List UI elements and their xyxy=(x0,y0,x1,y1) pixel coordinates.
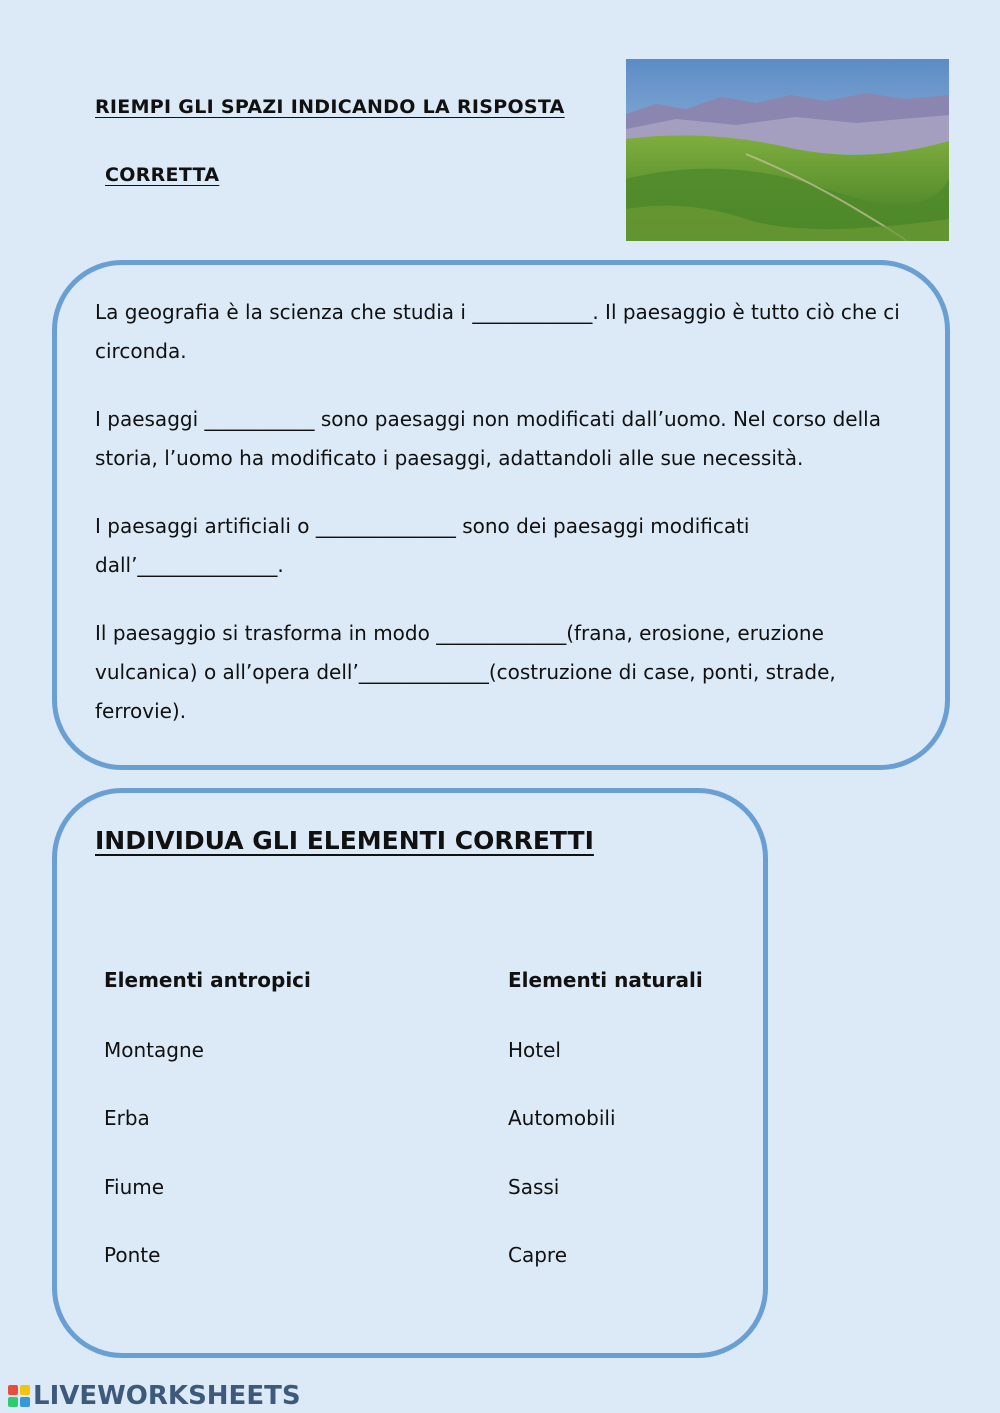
list-item[interactable]: Erba xyxy=(104,1106,150,1130)
column-header-naturali: Elementi naturali xyxy=(508,968,703,992)
column-header-antropici: Elementi antropici xyxy=(104,968,311,992)
worksheet-title-line-2: CORRETTA xyxy=(105,164,220,186)
fill-in-paragraph: Il paesaggio si trasforma in modo _____________(frana, erosione, eruzione vulcanica) o all’opera dell’_____________(costruzione di case, ponti, strade, ferrovie). xyxy=(95,621,836,723)
list-item[interactable]: Fiume xyxy=(104,1175,165,1199)
logo-blocks-icon xyxy=(8,1385,30,1407)
list-item[interactable]: Hotel xyxy=(508,1038,561,1062)
list-item[interactable]: Capre xyxy=(508,1243,568,1267)
sorting-box xyxy=(52,788,768,1358)
fill-in-paragraph: I paesaggi ___________ sono paesaggi non modificati dall’uomo. Nel corso della storia, l’uomo ha modificato i paesaggi, adattandoli alle sue necessità. xyxy=(95,407,881,470)
fill-in-paragraph: La geografia è la scienza che studia i ____________. Il paesaggio è tutto ciò che ci circonda. xyxy=(95,300,900,363)
list-item[interactable]: Ponte xyxy=(104,1243,161,1267)
fill-in-paragraph: I paesaggi artificiali o ______________ sono dei paesaggi modificati dall’______________. xyxy=(95,514,750,577)
liveworksheets-logo xyxy=(8,1381,301,1411)
logo-text: LIVEWORKSHEETS xyxy=(33,1381,301,1411)
list-item[interactable]: Sassi xyxy=(508,1175,560,1199)
list-item[interactable]: Automobili xyxy=(508,1106,616,1130)
landscape-photo xyxy=(626,59,949,241)
sorting-title: INDIVIDUA GLI ELEMENTI CORRETTI xyxy=(95,826,594,855)
list-item[interactable]: Montagne xyxy=(104,1038,204,1062)
worksheet-title-line-1: RIEMPI GLI SPAZI INDICANDO LA RISPOSTA xyxy=(95,96,565,118)
